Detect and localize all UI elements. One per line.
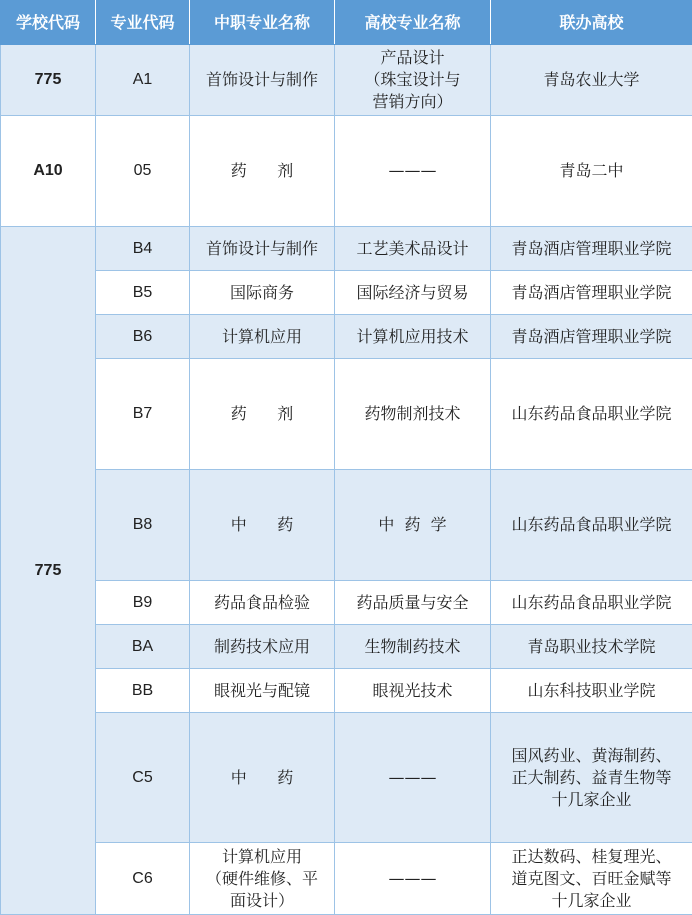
college-major-line: 产品设计 [341, 47, 484, 69]
partner-college-line: 国风药业、黄海制药、 [497, 745, 686, 767]
vocational-major-line: 药 剂 [196, 160, 328, 182]
college-major-cell [335, 470, 491, 581]
vocational-major-line: 制药技术应用 [196, 636, 328, 658]
vocational-major-cell [190, 315, 335, 359]
partner-college-line: 正大制药、益青生物等 [497, 767, 686, 789]
partner-college-cell [491, 45, 692, 116]
partner-college-line: 山东科技职业学院 [497, 680, 686, 702]
partner-college-cell [491, 470, 692, 581]
vocational-major-cell [190, 581, 335, 625]
vocational-major-line: 首饰设计与制作 [196, 69, 328, 91]
partner-college-cell [491, 843, 692, 915]
vocational-major-cell [190, 713, 335, 843]
header-college-major: 高校专业名称 [335, 1, 491, 45]
partner-college-cell [491, 581, 692, 625]
header-row [1, 1, 692, 45]
partner-college-cell [491, 713, 692, 843]
partner-college-cell [491, 271, 692, 315]
college-major-line: 药品质量与安全 [341, 592, 484, 614]
college-major-cell [335, 713, 491, 843]
college-major-line: ——— [341, 868, 484, 890]
partner-college-line: 青岛职业技术学院 [497, 636, 686, 658]
partner-college-cell [491, 625, 692, 669]
vocational-major-cell [190, 116, 335, 227]
partner-college-line: 青岛酒店管理职业学院 [497, 282, 686, 304]
vocational-major-line: 眼视光与配镜 [196, 680, 328, 702]
table-row [1, 581, 692, 625]
table-row [1, 271, 692, 315]
vocational-major-line: 药品食品检验 [196, 592, 328, 614]
college-major-line: （珠宝设计与 [341, 69, 484, 91]
header-vocational-major: 中职专业名称 [190, 1, 335, 45]
vocational-major-line: 计算机应用 [196, 326, 328, 348]
vocational-major-cell [190, 45, 335, 116]
college-major-line: 国际经济与贸易 [341, 282, 484, 304]
partner-college-line: 山东药品食品职业学院 [497, 403, 686, 425]
table-row [1, 625, 692, 669]
college-major-line: ——— [341, 767, 484, 789]
table-row [1, 669, 692, 713]
college-major-cell [335, 315, 491, 359]
major-code-cell: B7 [96, 359, 190, 470]
college-major-line: 眼视光技术 [341, 680, 484, 702]
vocational-major-line: 计算机应用 [196, 846, 328, 868]
partner-college-line: 青岛酒店管理职业学院 [497, 326, 686, 348]
major-code-cell: B9 [96, 581, 190, 625]
major-code-cell: B4 [96, 227, 190, 271]
vocational-major-cell [190, 227, 335, 271]
table-row [1, 713, 692, 843]
partner-college-cell [491, 116, 692, 227]
partner-college-line: 十几家企业 [497, 789, 686, 811]
college-major-line: 计算机应用技术 [341, 326, 484, 348]
vocational-major-line: 国际商务 [196, 282, 328, 304]
table-row [1, 45, 692, 116]
header-major-code: 专业代码 [96, 1, 190, 45]
college-major-cell [335, 271, 491, 315]
table-row [1, 359, 692, 470]
college-major-line: 中 药 学 [341, 514, 484, 536]
college-major-cell [335, 227, 491, 271]
partner-college-line: 十几家企业 [497, 890, 686, 912]
college-major-line: ——— [341, 160, 484, 182]
college-major-cell [335, 843, 491, 915]
vocational-major-line: 面设计） [196, 890, 328, 912]
partner-college-line: 山东药品食品职业学院 [497, 592, 686, 614]
vocational-major-line: 首饰设计与制作 [196, 238, 328, 260]
school-code-cell: A10 [1, 116, 96, 227]
partner-college-line: 青岛二中 [497, 160, 686, 182]
vocational-major-cell [190, 843, 335, 915]
vocational-major-cell [190, 669, 335, 713]
table-row [1, 227, 692, 271]
table-row [1, 315, 692, 359]
partner-college-cell [491, 227, 692, 271]
partner-college-line: 青岛酒店管理职业学院 [497, 238, 686, 260]
major-code-cell: C6 [96, 843, 190, 915]
partner-college-line: 道克图文、百旺金赋等 [497, 868, 686, 890]
partner-college-cell [491, 359, 692, 470]
header-partner-college: 联办高校 [491, 1, 692, 45]
major-code-cell: BB [96, 669, 190, 713]
partner-college-line: 山东药品食品职业学院 [497, 514, 686, 536]
table-row [1, 843, 692, 915]
vocational-major-line: 中 药 [196, 514, 328, 536]
vocational-major-line: 药 剂 [196, 403, 328, 425]
college-major-cell [335, 359, 491, 470]
college-major-cell [335, 669, 491, 713]
major-code-cell: B5 [96, 271, 190, 315]
partner-college-cell [491, 315, 692, 359]
major-code-cell: C5 [96, 713, 190, 843]
partner-college-cell [491, 669, 692, 713]
partner-college-line: 正达数码、桂复理光、 [497, 846, 686, 868]
vocational-major-line: 中 药 [196, 767, 328, 789]
major-code-cell: B6 [96, 315, 190, 359]
vocational-major-cell [190, 470, 335, 581]
school-code-cell: 775 [1, 45, 96, 116]
college-major-cell [335, 625, 491, 669]
school-code-cell: 775 [1, 227, 96, 915]
college-major-line: 营销方向） [341, 91, 484, 113]
header-school-code: 学校代码 [1, 1, 96, 45]
college-major-line: 工艺美术品设计 [341, 238, 484, 260]
vocational-major-cell [190, 625, 335, 669]
partner-college-line: 青岛农业大学 [497, 69, 686, 91]
major-code-cell: B8 [96, 470, 190, 581]
major-code-cell: 05 [96, 116, 190, 227]
major-code-cell: A1 [96, 45, 190, 116]
college-major-cell [335, 45, 491, 116]
major-code-cell: BA [96, 625, 190, 669]
vocational-major-line: （硬件维修、平 [196, 868, 328, 890]
college-major-cell [335, 116, 491, 227]
college-major-cell [335, 581, 491, 625]
vocational-major-cell [190, 271, 335, 315]
college-major-line: 药物制剂技术 [341, 403, 484, 425]
vocational-major-cell [190, 359, 335, 470]
table-row [1, 470, 692, 581]
table-row [1, 116, 692, 227]
college-major-line: 生物制药技术 [341, 636, 484, 658]
